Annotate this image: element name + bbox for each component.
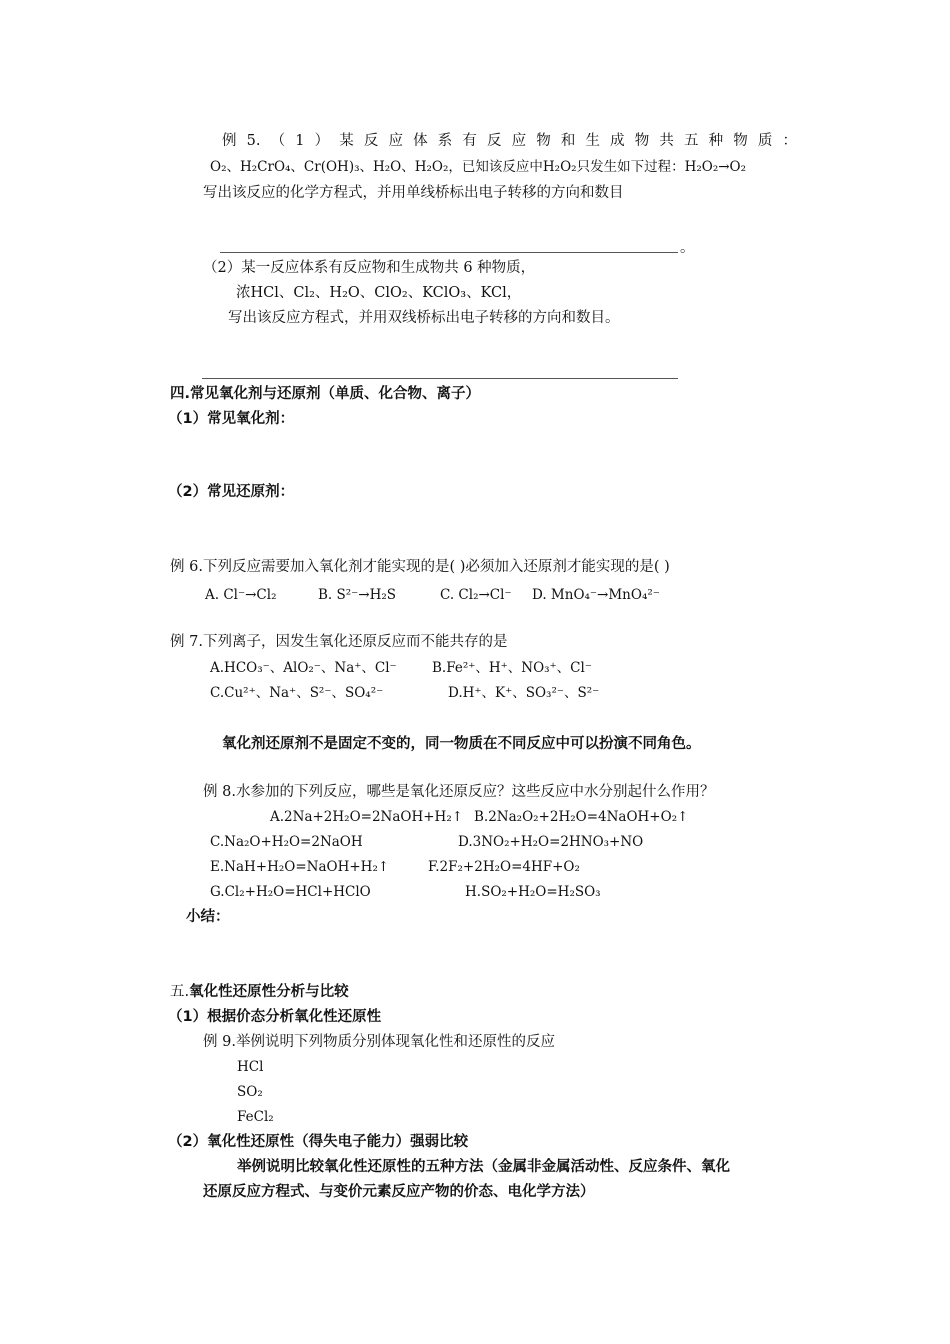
- ex9-question: 例 9.举例说明下列物质分别体现氧化性和还原性的反应: [203, 1034, 555, 1050]
- ex7-option-d: D.H⁺、K⁺、SO₃²⁻、S²⁻: [448, 685, 600, 701]
- ex5-char: 系: [437, 133, 453, 149]
- ex8-reaction-b: B.2Na₂O₂+2H₂O=4NaOH+O₂↑: [474, 809, 689, 825]
- section-5-sub2: （2）氧化性还原性（得失电子能力）强弱比较: [168, 1134, 469, 1150]
- role-note: 氧化剂还原剂不是固定不变的，同一物质在不同反应中可以扮演不同角色。: [222, 736, 701, 752]
- ex9-item: HCl: [237, 1059, 264, 1075]
- section-5-paragraph-line1: 举例说明比较氧化性还原性的五种方法（金属非金属活动性、反应条件、氧化: [237, 1159, 730, 1175]
- ex5-char: 共: [659, 133, 674, 149]
- ex7-question: 例 7.下列离子，因发生氧化还原反应而不能共存的是: [170, 634, 508, 650]
- ex6-option-d: D. MnO₄⁻→MnO₄²⁻: [532, 587, 660, 603]
- ex8-summary: 小结：: [186, 909, 230, 925]
- ex7-option-a: A.HCO₃⁻、AlO₂⁻、Na⁺、Cl⁻: [210, 660, 397, 676]
- ex6-option-c: C. Cl₂→Cl⁻: [440, 587, 512, 603]
- answer-line: [220, 252, 678, 253]
- ex5-char: 物: [536, 133, 551, 149]
- section-4-title: 四.常见氧化剂与还原剂（单质、化合物、离子）: [170, 386, 481, 402]
- ex5-char: 例: [222, 133, 237, 149]
- ex8-question: 例 8.水参加的下列反应，哪些是氧化还原反应？这些反应中水分别起什么作用？: [203, 784, 715, 800]
- section-4-reductants: （2）常见还原剂：: [168, 484, 295, 500]
- ex5-char: 5.: [246, 133, 261, 149]
- section-5-title: [170, 982, 349, 1002]
- ex9-item: SO₂: [237, 1084, 263, 1100]
- ex8-reaction-h: H.SO₂+H₂O=H₂SO₃: [465, 884, 601, 900]
- ex5-char: 物: [733, 133, 748, 149]
- ex8-reaction-f: F.2F₂+2H₂O=4HF+O₂: [428, 859, 580, 875]
- ex5-part2-intro: （2）某一反应体系有反应物和生成物共 6 种物质，: [203, 260, 536, 276]
- ex9-item: FeCl₂: [237, 1109, 274, 1125]
- ex5-part2-substances: 浓HCl、Cl₂、H₂O、ClO₂、KClO₃、KCl，: [236, 285, 522, 301]
- ex5-char: 1: [295, 133, 305, 149]
- ex5-instruction: 写出该反应的化学方程式，并用单线桥标出电子转移的方向和数目: [203, 185, 624, 201]
- ex5-reactants: O₂、H₂CrO₄、Cr(OH)₃、H₂O、H₂O₂，已知该反应中H₂O₂只发生如下过程：H₂O₂→O₂: [210, 159, 747, 175]
- ex5-part2-instruction: 写出该反应方程式，并用双线桥标出电子转移的方向和数目。: [228, 310, 620, 326]
- ex8-reaction-g: G.Cl₂+H₂O=HCl+HClO: [210, 884, 371, 900]
- ex6-option-b: B. S²⁻→H₂S: [318, 587, 397, 603]
- ex7-option-c: C.Cu²⁺、Na⁺、S²⁻、SO₄²⁻: [210, 685, 384, 701]
- ex5-char: 应: [388, 133, 403, 149]
- ex5-char: 反: [363, 133, 379, 149]
- ex7-option-b: B.Fe²⁺、H⁺、NO₃⁺、Cl⁻: [432, 660, 592, 676]
- ex5-char: 某: [339, 133, 354, 149]
- ex5-line1: [222, 131, 797, 151]
- ex5-char: （: [270, 133, 286, 149]
- ex5-char: 应: [511, 133, 527, 149]
- ex6-question: 例 6.下列反应需要加入氧化剂才能实现的是( )必须加入还原剂才能实现的是( ): [170, 559, 670, 575]
- ex5-char: 质: [757, 133, 773, 149]
- ex5-char: 有: [462, 133, 477, 149]
- ex5-char: ）: [314, 133, 330, 149]
- ex5-char: 和: [560, 133, 576, 149]
- ex8-reaction-c: C.Na₂O+H₂O=2NaOH: [210, 834, 363, 850]
- ex8-reaction-e: E.NaH+H₂O=NaOH+H₂↑: [210, 859, 390, 875]
- ex6-option-a: A. Cl⁻→Cl₂: [205, 587, 277, 603]
- ex5-char: 生: [585, 133, 600, 149]
- ex5-char: 五: [683, 133, 699, 149]
- ex5-char: ：: [782, 133, 797, 149]
- ex5-char: 体: [413, 133, 428, 149]
- section-4-oxidants: （1）常见氧化剂：: [168, 411, 295, 427]
- ex5-char: 反: [486, 133, 502, 149]
- section-5-number: 五.: [170, 984, 190, 1000]
- section-5-sub1: （1）根据价态分析氧化性还原性: [168, 1009, 382, 1025]
- section-5-heading: 氧化性还原性分析与比较: [189, 984, 349, 1000]
- ex5-char: 成: [610, 133, 625, 149]
- ex8-reaction-d: D.3NO₂+H₂O=2HNO₃+NO: [458, 834, 644, 850]
- ex5-char: 物: [634, 133, 650, 149]
- ex5-period: 。: [680, 240, 695, 256]
- section-5-paragraph-line2: 还原反应方程式、与变价元素反应产物的价态、电化学方法）: [203, 1184, 595, 1200]
- answer-line: [202, 378, 678, 379]
- ex5-char: 种: [708, 133, 724, 149]
- ex8-reaction-a: A.2Na+2H₂O=2NaOH+H₂↑: [270, 809, 464, 825]
